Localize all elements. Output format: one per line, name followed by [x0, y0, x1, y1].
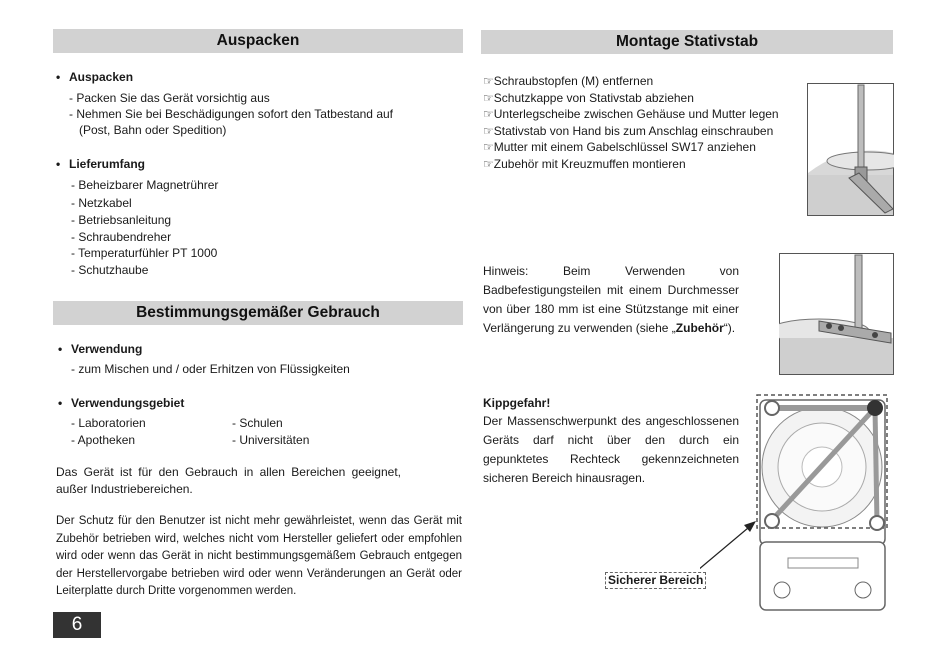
bullet-lieferumfang-title: • Lieferumfang: [69, 156, 145, 173]
list-item: - Temperaturfühler PT 1000: [71, 246, 218, 260]
section-header-montage: Montage Stativstab: [481, 30, 893, 54]
list-item: - Laboratorien: [71, 416, 146, 430]
list-item: - zum Mischen und / oder Erhitzen von Flüssigkeiten: [71, 362, 350, 376]
kipp-text: Der Massenschwerpunkt des angeschlossenen Geräts darf nicht über den durch ein gepunktetes Rechteck gekennzeichneten sicheren Bereich hinausragen.: [483, 414, 739, 485]
list-item: ☞Schutzkappe von Stativstab abziehen: [483, 90, 694, 105]
kipp-title: Kippgefahr!: [483, 396, 551, 410]
paragraph-user-protection: Der Schutz für den Benutzer ist nicht mehr gewährleistet, wenn das Gerät mit Zubehör betrieben wird, welches nicht vom Hersteller geliefert oder empfohlen wird oder wenn das Gerät in nicht bestimmungsgemäßem Gebrauch entgegen der Herstellervorgabe betrieben wird oder wenn Veränderungen an Gerät oder Leiterplatte durch Dritte vorgenommen werden.: [56, 515, 462, 597]
section-header-auspacken: Auspacken: [53, 29, 463, 53]
list-item: - Betriebsanleitung: [71, 213, 172, 227]
pointing-hand-icon: ☞: [483, 123, 494, 138]
pointing-hand-icon: ☞: [483, 74, 494, 88]
bullet-verwendungsgebiet-title: • Verwendungsgebiet: [71, 395, 184, 412]
paragraph-usage-scope: Das Gerät ist für den Gebrauch in allen Bereichen geeignet, außer Industriebereichen.: [56, 465, 401, 496]
list-item: - Schraubendreher: [71, 230, 172, 244]
bullet-verwendung-title: • Verwendung: [71, 341, 142, 358]
list-item: - Nehmen Sie bei Beschädigungen sofort den Tatbestand auf: [69, 107, 393, 121]
pointing-hand-icon: ☞: [483, 156, 494, 171]
list-item: - Universitäten: [232, 433, 310, 447]
list-item: ☞Unterlegscheibe zwischen Gehäuse und Mutter legen: [483, 107, 779, 121]
list-item: ☞Stativstab von Hand bis zum Anschlag einschrauben: [483, 123, 774, 138]
figure-extension-rod: [779, 253, 894, 375]
bullet-auspacken-title: • Auspacken: [69, 69, 133, 86]
list-item: - Schulen: [232, 416, 283, 430]
pointing-hand-icon: ☞: [483, 140, 494, 154]
pointing-hand-icon: ☞: [483, 90, 494, 105]
section-header-gebrauch: Bestimmungsgemäßer Gebrauch: [53, 301, 463, 325]
list-item: - Apotheken: [71, 433, 136, 447]
list-item: (Post, Bahn oder Spedition): [79, 123, 227, 137]
list-item: - Packen Sie das Gerät vorsichtig aus: [69, 91, 270, 105]
page-number: 6: [53, 612, 101, 638]
figure-stand-rod-wrench: [807, 83, 894, 216]
list-item: ☞Mutter mit einem Gabelschlüssel SW17 anziehen: [483, 140, 756, 154]
list-item: ☞Schraubstopfen (M) entfernen: [483, 74, 654, 88]
figure-safe-area-topview: [700, 390, 895, 612]
sicherer-bereich-label: Sicherer Bereich: [605, 572, 706, 589]
list-item: ☞Zubehör mit Kreuzmuffen montieren: [483, 156, 686, 171]
list-item: - Netzkabel: [71, 196, 132, 210]
pointing-hand-icon: ☞: [483, 107, 494, 121]
list-item: - Beheizbarer Magnetrührer: [71, 178, 219, 192]
hinweis-note: Hinweis: Beim Verwenden von Badbefestigungsteilen mit einem Durchmesser von über 180 mm ist eine Stützstange mit einer Verlängerung zu verwenden (siehe „Zubehör“).: [483, 264, 739, 335]
list-item: - Schutzhaube: [71, 263, 149, 277]
